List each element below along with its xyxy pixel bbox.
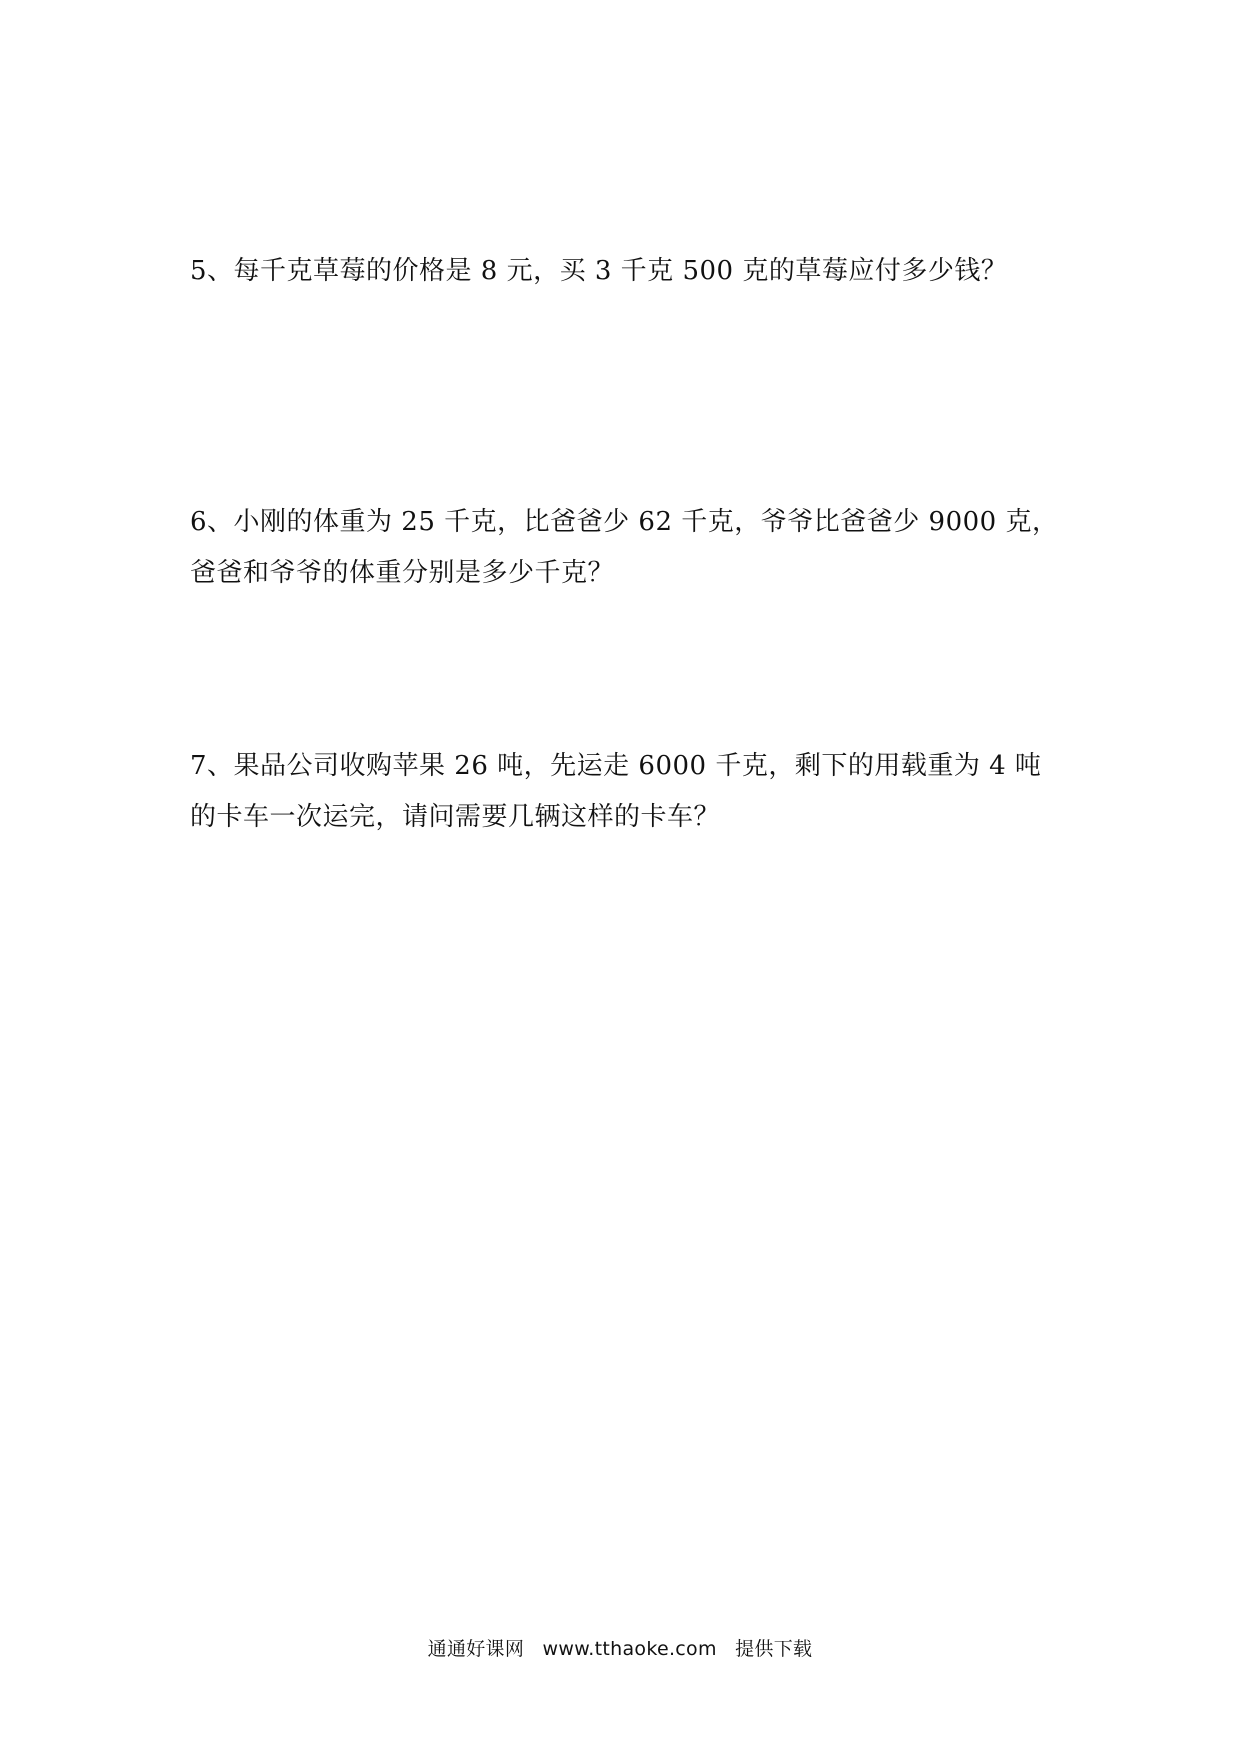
page-footer	[0, 1634, 1240, 1661]
question-5: 5、每千克草莓的价格是 8 元，买 3 千克 500 克的草莓应付多少钱？	[190, 256, 1008, 286]
footer-url[interactable]: www.tthaoke.com	[542, 1638, 717, 1660]
footer-site-name: 通通好课网	[427, 1638, 525, 1660]
question-7: 7、果品公司收购苹果 26 吨，先运走 6000 千克，剩下的用载重为 4 吨的卡车一次运完，请问需要几辆这样的卡车？	[190, 751, 1042, 832]
footer-suffix: 提供下载	[735, 1638, 813, 1660]
question-6: 6、小刚的体重为 25 千克，比爸爸少 62 千克，爷爷比爸爸少 9000 克，爸爸和爷爷的体重分别是多少千克？	[190, 507, 1059, 588]
